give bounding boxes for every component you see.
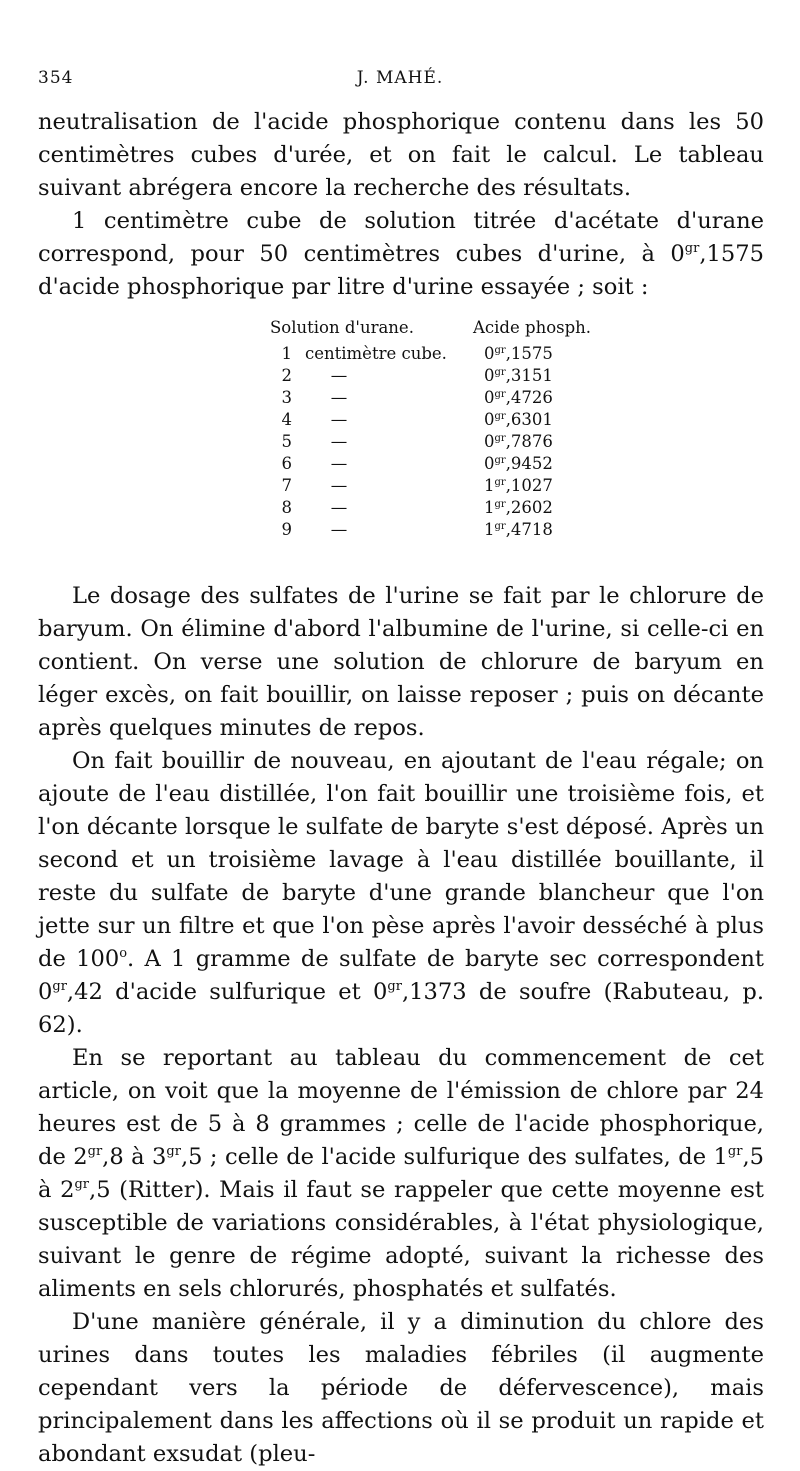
paragraph-text: ,42 d'acide sulfurique et 0 xyxy=(66,979,388,1005)
paragraph-text: ,5 (Ritter). Mais il faut se rappeler que cette moyenne est susceptible de variations considérables, à l'état physiologique, suivant le genre de régime adopté, suivant la richesse des aliments en sels chlorurés, phosphatés et sulfatés. xyxy=(38,1177,764,1302)
paragraph-text: ,5 ; celle de l'acide sulfurique des sulfates, de 1 xyxy=(180,1144,728,1170)
row-number: 9 xyxy=(281,520,292,539)
paragraph-text: . A 1 gramme de sulfate de baryte sec correspondent 0 xyxy=(38,946,764,1005)
paragraph-averages xyxy=(38,1042,764,1306)
row-number: 2 xyxy=(281,366,292,385)
paragraph-text: ,1373 de soufre (Rabuteau, p. 62). xyxy=(38,979,765,1038)
table-row xyxy=(0,498,800,520)
paragraph-chlorine-diminution xyxy=(38,1306,764,1471)
column-header-solution: Solution d'urane. xyxy=(270,318,414,337)
unit-superscript: gr xyxy=(87,1144,103,1159)
paragraph-text: ,5 à 2 xyxy=(38,1144,764,1203)
paragraph-text: D'une manière générale, il y a diminution du chlore des urines dans toutes les maladies fébriles (il augmente cependant vers la période de défervescence), mais principalement dans les affections où il se produit un rapide et abondant exsudat (pleu- xyxy=(38,1309,764,1467)
table-row xyxy=(0,344,800,366)
body-text xyxy=(38,580,764,1471)
ditto-dash: — xyxy=(330,432,348,451)
row-number: 5 xyxy=(281,432,292,451)
row-number: 1 xyxy=(281,344,292,363)
paragraph-sulfates-dosage xyxy=(38,580,764,745)
page-number: 354 xyxy=(38,68,74,88)
acid-value: $0^{gr},6301$ xyxy=(484,410,553,429)
row-number: 4 xyxy=(281,410,292,429)
ditto-dash: — xyxy=(330,498,348,517)
unit-superscript: gr xyxy=(387,979,402,994)
acid-value: $0^{gr},4726$ xyxy=(484,388,553,407)
ditto-dash: — xyxy=(330,476,348,495)
table-row xyxy=(0,410,800,432)
row-unit: centimètre cube. xyxy=(305,344,447,363)
paragraph-urane-equivalence xyxy=(38,205,764,304)
degree-superscript: o xyxy=(119,946,128,961)
column-header-acid: Acide phosph. xyxy=(473,318,592,337)
ditto-dash: — xyxy=(330,454,348,473)
table-row xyxy=(0,432,800,454)
table-row xyxy=(0,454,800,476)
acid-value: $1^{gr},1027$ xyxy=(484,476,553,495)
row-number: 3 xyxy=(281,388,292,407)
acid-value: $0^{gr},3151$ xyxy=(484,366,553,385)
ditto-dash: — xyxy=(330,520,348,539)
acid-value: $0^{gr},7876$ xyxy=(484,432,553,451)
row-number: 7 xyxy=(281,476,292,495)
acid-value: $0^{gr},9452$ xyxy=(484,454,553,473)
paragraph-boiling-procedure xyxy=(38,745,764,1042)
acid-value: $1^{gr},2602$ xyxy=(484,498,553,517)
acid-value: $0^{gr},1575$ xyxy=(484,344,553,363)
row-number: 6 xyxy=(281,454,292,473)
paragraph-text: ,1575 d'acide phosphorique par litre d'urine essayée ; soit : xyxy=(38,241,764,300)
paragraph-continuation xyxy=(38,106,764,205)
ditto-dash: — xyxy=(330,366,348,385)
paragraph-text: 1 centimètre cube de solution titrée d'acétate d'urane correspond, pour 50 centimètres cubes d'urine, à 0 xyxy=(38,208,764,267)
paragraph-text: En se reportant au tableau du commencement de cet article, on voit que la moyenne de l'émission de chlore par 24 heures est de 5 à 8 grammes ; celle de l'acide phosphorique, de 2 xyxy=(38,1045,764,1170)
ditto-dash: — xyxy=(330,410,348,429)
unit-superscript: gr xyxy=(166,1144,181,1159)
unit-superscript: gr xyxy=(684,241,700,256)
intro-text xyxy=(38,106,764,304)
table-row xyxy=(0,520,800,542)
unit-superscript: gr xyxy=(74,1177,90,1192)
row-number: 8 xyxy=(281,498,292,517)
table-row xyxy=(0,476,800,498)
paragraph-text: On fait bouillir de nouveau, en ajoutant de l'eau régale; on ajoute de l'eau distillée, l'on fait bouillir une troisième fois, et l'on décante lorsque le sulfate de baryte s'est déposé. Après un second et un troisième lavage à l'eau distillée bouillante, il reste du sulfate de baryte d'une grande blancheur que l'on jette sur un filtre et que l'on pèse après l'avoir desséché à plus de 100 xyxy=(38,748,764,972)
acid-value: $1^{gr},4718$ xyxy=(484,520,553,539)
paragraph-text: Le dosage des sulfates de l'urine se fait par le chlorure de baryum. On élimine d'abord l'albumine de l'urine, si celle-ci en contient. On verse une solution de chlorure de baryum en léger excès, on fait bouillir, on laisse reposer ; puis on décante après quelques minutes de repos. xyxy=(38,583,764,741)
unit-superscript: gr xyxy=(52,979,67,994)
table-row xyxy=(0,366,800,388)
ditto-dash: — xyxy=(330,388,348,407)
paragraph-text: ,8 à 3 xyxy=(102,1144,167,1170)
page-header xyxy=(38,68,762,96)
running-head: J. MAHÉ. xyxy=(356,68,444,88)
table-row xyxy=(0,388,800,410)
unit-superscript: gr xyxy=(727,1144,743,1159)
paragraph-text: neutralisation de l'acide phosphorique contenu dans les 50 centimètres cubes d'urée, et on fait le calcul. Le tableau suivant abrégera encore la recherche des résultats. xyxy=(38,109,764,201)
table-header xyxy=(0,318,800,342)
